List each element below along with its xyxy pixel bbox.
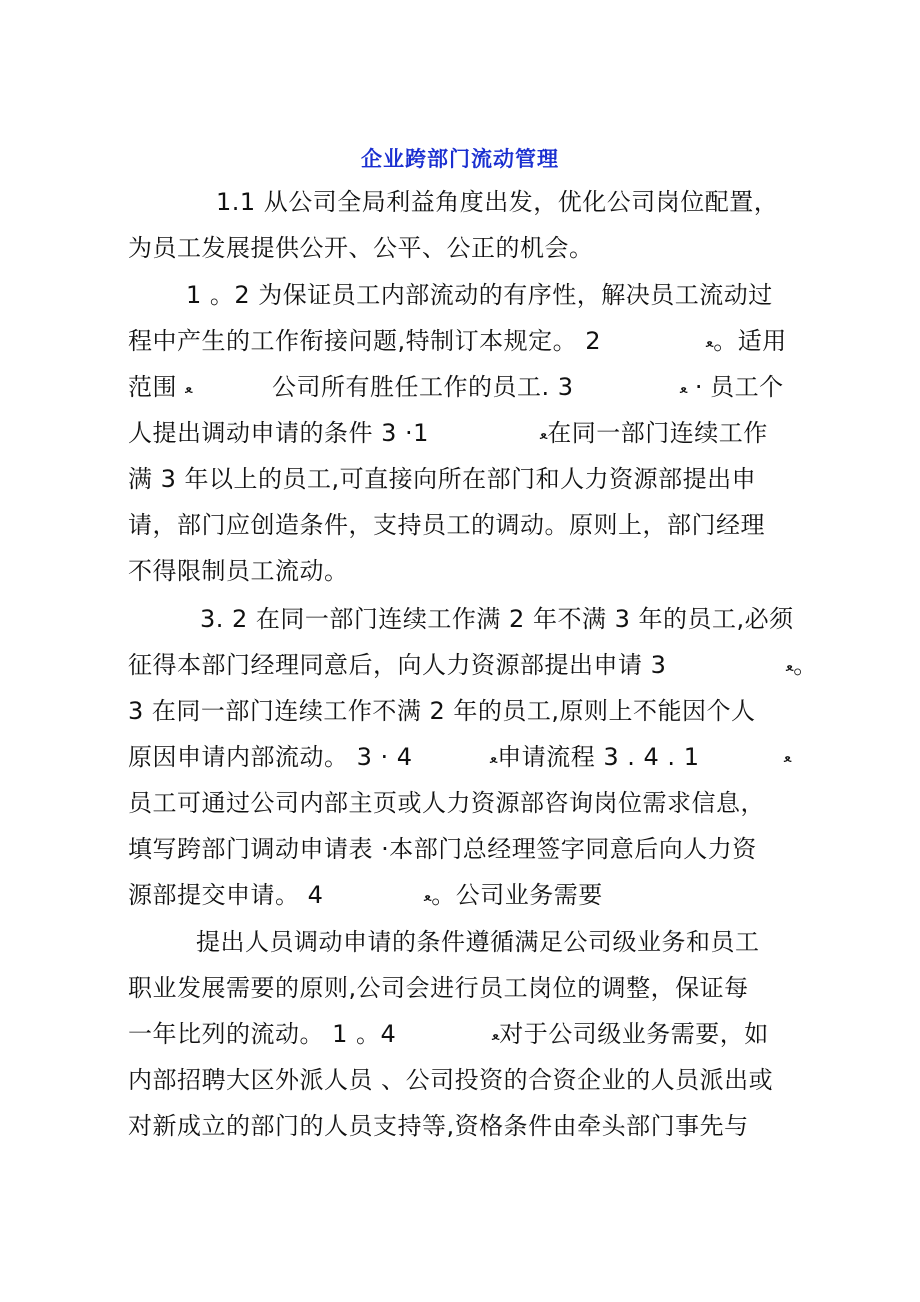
paragraph-line: 请，部门应创造条件，支持员工的调动。原则上，部门经理 — [128, 511, 765, 539]
line-text: 原因申请内部流动。 3 · 4 — [128, 743, 413, 771]
section-marker-icon: ﻌ — [185, 379, 193, 397]
section-marker-icon: ﻌ在同一部门连续工作 — [540, 419, 768, 447]
line-text: 程中产生的工作衔接问题,特制订本规定。 2 — [128, 327, 602, 355]
paragraph-line — [128, 325, 808, 357]
paragraph-line: 为员工发展提供公开、公平、公正的机会。 — [128, 234, 594, 262]
line-text: 源部提交申请。 4 — [128, 881, 324, 909]
paragraph-line — [128, 649, 818, 681]
paragraph-line: 1.1 从公司全局利益角度出发，优化公司岗位配置， — [216, 188, 779, 216]
section-marker-icon: ﻌ。 — [786, 651, 818, 679]
line-text: 公司所有胜任工作的员工. 3 — [272, 373, 574, 401]
paragraph-line: 满 3 年以上的员工,可直接向所在部门和人力资源部提出申 — [128, 465, 757, 493]
paragraph-line: 员工可通过公司内部主页或人力资源部咨询岗位需求信息， — [128, 789, 765, 817]
paragraph-line: 对新成立的部门的人员支持等,资格条件由牵头部门事先与 — [128, 1112, 749, 1140]
line-text: 人提出调动申请的条件 3 ·1 — [128, 419, 429, 447]
paragraph-line — [128, 741, 808, 773]
paragraph-line: 3 在同一部门连续工作不满 2 年的员工,原则上不能因个人 — [128, 697, 756, 725]
paragraph-line — [128, 879, 808, 911]
section-marker-icon: ﻌ · 员工个 — [680, 373, 784, 401]
paragraph-line: 3. 2 在同一部门连续工作满 2 年不满 3 年的员工,必须 — [200, 605, 794, 633]
paragraph-line: 不得限制员工流动。 — [128, 557, 349, 585]
document-title: 企业跨部门流动管理 — [361, 147, 559, 171]
section-marker-icon: ﻌ — [784, 748, 792, 766]
paragraph-line: 职业发展需要的原则,公司会进行员工岗位的调整，保证每 — [128, 974, 749, 1002]
paragraph-line — [128, 417, 808, 449]
section-marker-icon: ﻌ申请流程 3 . 4 . 1 — [490, 743, 700, 771]
paragraph-line: 内部招聘大区外派人员 、公司投资的合资企业的人员派出或 — [128, 1066, 774, 1094]
section-marker-icon: ﻌ。适用 — [706, 327, 787, 355]
paragraph-line: 1 。2 为保证员工内部流动的有序性，解决员工流动过 — [186, 281, 773, 309]
paragraph-line — [128, 1018, 808, 1050]
paragraph-line — [128, 371, 808, 404]
line-text: 征得本部门经理同意后，向人力资源部提出申请 3 — [128, 651, 667, 679]
paragraph-line: 填写跨部门调动申请表 ·本部门总经理签字同意后向人力资 — [128, 835, 757, 863]
line-text: 范围 — [128, 373, 177, 401]
section-marker-icon: ﻌ。公司业务需要 — [424, 881, 603, 909]
line-text: 一年比列的流动。 1 。4 — [128, 1020, 397, 1048]
paragraph-line: 提出人员调动申请的条件遵循满足公司级业务和员工 — [196, 928, 760, 956]
section-marker-icon: ﻌ对于公司级业务需要，如 — [492, 1020, 769, 1048]
